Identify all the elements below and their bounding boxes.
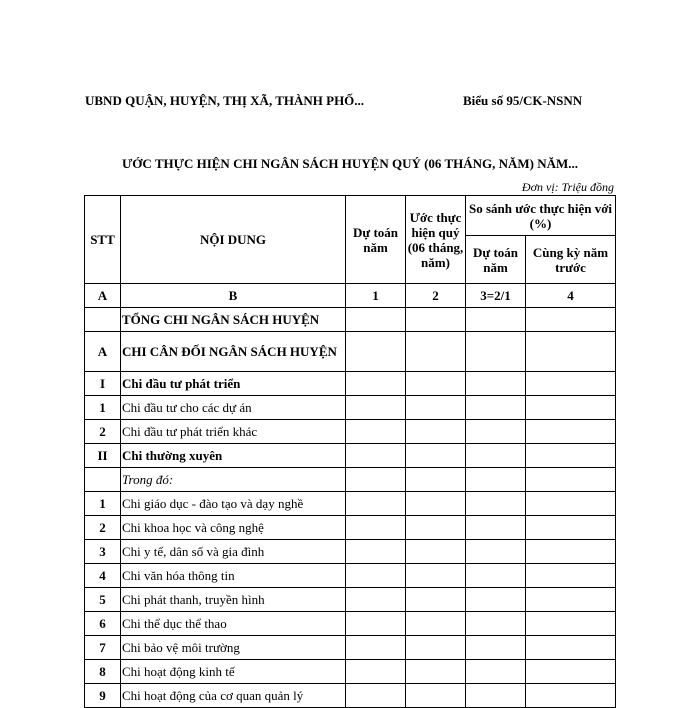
content-cell: Chi phát thanh, truyền hình	[121, 588, 346, 612]
table-row	[85, 332, 616, 372]
compare-plan-cell	[466, 420, 526, 444]
code-cell: 4	[526, 284, 616, 308]
code-cell: B	[121, 284, 346, 308]
estimate-cell	[406, 468, 466, 492]
table-row	[85, 396, 616, 420]
stt-cell: 6	[85, 612, 121, 636]
header-stt: STT	[85, 196, 121, 284]
compare-prev-cell	[526, 468, 616, 492]
estimate-cell	[406, 372, 466, 396]
stt-cell: II	[85, 444, 121, 468]
header-compare-plan: Dự toán năm	[466, 236, 526, 284]
plan-cell	[346, 372, 406, 396]
document-title: ƯỚC THỰC HIỆN CHI NGÂN SÁCH HUYỆN QUÝ (06 THÁNG, NĂM) NĂM...	[121, 156, 579, 171]
estimate-cell	[406, 564, 466, 588]
code-cell: A	[85, 284, 121, 308]
content-cell: Chi thể dục thể thao	[121, 612, 346, 636]
plan-cell	[346, 492, 406, 516]
content-cell: Chi hoạt động kinh tế	[121, 660, 346, 684]
stt-cell: 8	[85, 660, 121, 684]
table-row	[85, 372, 616, 396]
table-row	[85, 308, 616, 332]
compare-plan-cell	[466, 660, 526, 684]
compare-prev-cell	[526, 564, 616, 588]
compare-prev-cell	[526, 612, 616, 636]
estimate-cell	[406, 636, 466, 660]
estimate-cell	[406, 540, 466, 564]
content-cell: Chi y tế, dân số và gia đình	[121, 540, 346, 564]
unit-note: Đơn vị: Triệu đồng	[521, 180, 614, 194]
content-cell: Chi hoạt động của cơ quan quản lý	[121, 684, 346, 708]
header-plan: Dự toán năm	[346, 196, 406, 284]
header-compare-prev: Cùng kỳ năm trước	[526, 236, 616, 284]
compare-prev-cell	[526, 420, 616, 444]
issuer-header: UBND QUẬN, HUYỆN, THỊ XÃ, THÀNH PHỐ...	[85, 93, 365, 108]
table-row	[85, 468, 616, 492]
content-cell: Chi đầu tư phát triển	[121, 372, 346, 396]
estimate-cell	[406, 420, 466, 444]
compare-prev-cell	[526, 516, 616, 540]
table-row	[85, 420, 616, 444]
header-content: NỘI DUNG	[121, 196, 346, 284]
stt-cell: A	[85, 332, 121, 372]
stt-cell: 2	[85, 516, 121, 540]
compare-plan-cell	[466, 444, 526, 468]
table-row	[85, 684, 616, 708]
compare-plan-cell	[466, 308, 526, 332]
header-compare: So sánh ước thực hiện với (%)	[466, 196, 616, 236]
content-cell: TỔNG CHI NGÂN SÁCH HUYỆN	[121, 308, 346, 332]
content-cell: Chi thường xuyên	[121, 444, 346, 468]
plan-cell	[346, 612, 406, 636]
estimate-cell	[406, 684, 466, 708]
content-cell: Chi khoa học và công nghệ	[121, 516, 346, 540]
estimate-cell	[406, 612, 466, 636]
stt-cell: I	[85, 372, 121, 396]
content-cell: Trong đó:	[121, 468, 346, 492]
stt-cell: 1	[85, 396, 121, 420]
stt-cell: 1	[85, 492, 121, 516]
code-cell: 3=2/1	[466, 284, 526, 308]
table-row	[85, 564, 616, 588]
budget-table	[84, 195, 616, 708]
content-cell: Chi văn hóa thông tin	[121, 564, 346, 588]
compare-prev-cell	[526, 540, 616, 564]
table-row	[85, 444, 616, 468]
estimate-cell	[406, 516, 466, 540]
compare-plan-cell	[466, 372, 526, 396]
plan-cell	[346, 444, 406, 468]
compare-plan-cell	[466, 636, 526, 660]
stt-cell: 7	[85, 636, 121, 660]
table-row	[85, 588, 616, 612]
content-cell: Chi giáo dục - đào tạo và dạy nghề	[121, 492, 346, 516]
table-row	[85, 540, 616, 564]
compare-plan-cell	[466, 540, 526, 564]
compare-prev-cell	[526, 492, 616, 516]
compare-prev-cell	[526, 660, 616, 684]
compare-prev-cell	[526, 588, 616, 612]
code-cell: 2	[406, 284, 466, 308]
stt-cell	[85, 308, 121, 332]
stt-cell: 9	[85, 684, 121, 708]
compare-prev-cell	[526, 444, 616, 468]
table-row	[85, 612, 616, 636]
plan-cell	[346, 332, 406, 372]
compare-plan-cell	[466, 396, 526, 420]
compare-prev-cell	[526, 372, 616, 396]
code-cell: 1	[346, 284, 406, 308]
estimate-cell	[406, 444, 466, 468]
compare-plan-cell	[466, 516, 526, 540]
estimate-cell	[406, 588, 466, 612]
compare-prev-cell	[526, 396, 616, 420]
content-cell: Chi đầu tư phát triển khác	[121, 420, 346, 444]
compare-plan-cell	[466, 492, 526, 516]
compare-plan-cell	[466, 588, 526, 612]
plan-cell	[346, 636, 406, 660]
estimate-cell	[406, 308, 466, 332]
table-row	[85, 660, 616, 684]
stt-cell: 4	[85, 564, 121, 588]
compare-plan-cell	[466, 564, 526, 588]
estimate-cell	[406, 396, 466, 420]
plan-cell	[346, 308, 406, 332]
compare-prev-cell	[526, 684, 616, 708]
plan-cell	[346, 564, 406, 588]
plan-cell	[346, 396, 406, 420]
compare-plan-cell	[466, 612, 526, 636]
plan-cell	[346, 516, 406, 540]
compare-plan-cell	[466, 684, 526, 708]
table-row	[85, 636, 616, 660]
plan-cell	[346, 684, 406, 708]
compare-prev-cell	[526, 636, 616, 660]
stt-cell: 3	[85, 540, 121, 564]
plan-cell	[346, 540, 406, 564]
content-cell: Chi đầu tư cho các dự án	[121, 396, 346, 420]
plan-cell	[346, 588, 406, 612]
content-cell: CHI CÂN ĐỐI NGÂN SÁCH HUYỆN	[121, 332, 346, 372]
plan-cell	[346, 468, 406, 492]
compare-plan-cell	[466, 332, 526, 372]
compare-prev-cell	[526, 308, 616, 332]
stt-cell	[85, 468, 121, 492]
plan-cell	[346, 420, 406, 444]
stt-cell: 5	[85, 588, 121, 612]
estimate-cell	[406, 492, 466, 516]
estimate-cell	[406, 660, 466, 684]
form-number: Biểu số 95/CK-NSNN	[463, 93, 583, 108]
compare-prev-cell	[526, 332, 616, 372]
table-row	[85, 516, 616, 540]
header-estimate: Ước thực hiện quý (06 tháng, năm)	[406, 196, 466, 284]
compare-plan-cell	[466, 468, 526, 492]
plan-cell	[346, 660, 406, 684]
estimate-cell	[406, 332, 466, 372]
table-row	[85, 492, 616, 516]
code-row	[85, 284, 616, 308]
content-cell: Chi bảo vệ môi trường	[121, 636, 346, 660]
stt-cell: 2	[85, 420, 121, 444]
